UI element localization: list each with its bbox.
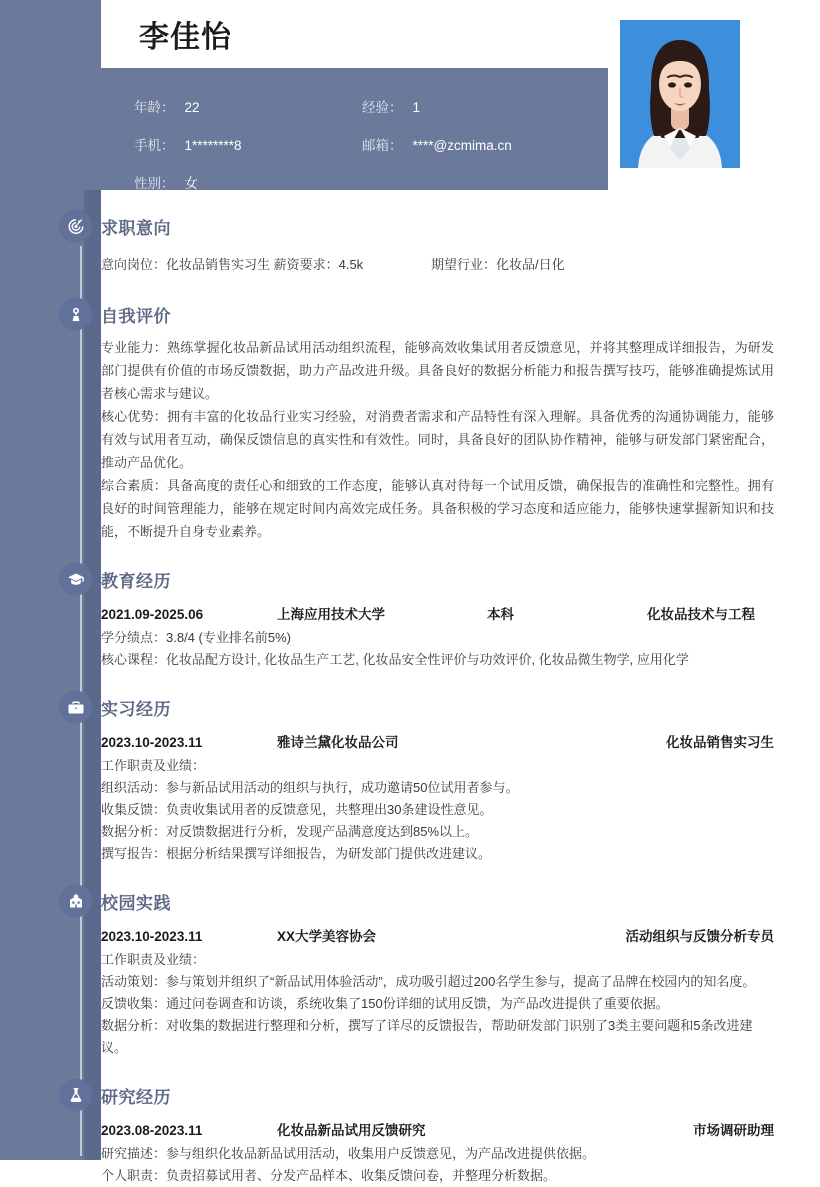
flask-icon: [59, 1079, 92, 1112]
internship-detail: 工作职责及业绩：: [101, 758, 206, 773]
section-title: 教育经历: [101, 571, 171, 591]
info-item-age: [134, 96, 362, 116]
resume-body: [0, 190, 820, 1187]
research-detail: 个人职责：负责招募试用者、分发产品样本、收集反馈问卷，并整理分析数据。: [101, 1168, 557, 1183]
portrait-photo-icon: [620, 20, 740, 168]
info-item-email: [362, 134, 590, 154]
internship-detail: 撰写报告：根据分析结果撰写详细报告，为研发部门提供改进建议。: [101, 846, 492, 861]
info-value: 1: [412, 100, 421, 115]
education-major: 化妆品技术与工程: [647, 607, 755, 622]
internship-detail: 数据分析：对反馈数据进行分析，发现产品满意度达到85%以上。: [101, 824, 479, 839]
info-item-gender: [134, 172, 362, 192]
campus-role: 活动组织与反馈分析专员: [625, 929, 774, 944]
research-project: 化妆品新品试用反馈研究: [277, 1123, 426, 1138]
internship-date: 2023.10-2023.11: [101, 735, 203, 750]
section-title: 自我评价: [101, 306, 171, 326]
section-internship: [0, 671, 820, 865]
contact-info-grid: [134, 96, 594, 192]
info-label: 邮箱：: [362, 138, 403, 153]
internship-detail: 组织活动：参与新品试用活动的组织与执行，成功邀请50位试用者参与。: [101, 780, 519, 795]
education-entry-row: [101, 603, 774, 623]
internship-detail: 收集反馈：负责收集试用者的反馈意见，共整理出30条建设性意见。: [101, 802, 493, 817]
internship-role: 化妆品销售实习生: [666, 735, 774, 750]
internship-entry-row: [101, 731, 774, 751]
candidate-name: 李佳怡: [139, 21, 232, 54]
target-icon: [59, 210, 92, 243]
info-value: 1********8: [184, 138, 242, 153]
school-building-icon: [59, 885, 92, 918]
campus-detail: 活动策划：参与策划并组织了“新品试用体验活动”，成功吸引超过200名学生参与，提高了品牌在校园内的知名度。: [101, 974, 756, 989]
info-label: 手机：: [134, 138, 175, 153]
briefcase-icon: [59, 691, 92, 724]
person-badge-icon: [59, 298, 92, 331]
avatar: [620, 20, 740, 168]
research-role: 市场调研助理: [693, 1123, 774, 1138]
info-value: 22: [184, 100, 200, 115]
education-detail: 学分绩点：3.8/4 (专业排名前5%): [101, 630, 291, 645]
section-job-intent: [0, 190, 820, 276]
campus-detail: 工作职责及业绩：: [101, 952, 206, 967]
info-item-phone: [134, 134, 362, 154]
section-header: [101, 557, 774, 601]
section-header: [101, 685, 774, 729]
campus-organization: XX大学美容协会: [277, 929, 377, 944]
education-school: 上海应用技术大学: [277, 607, 385, 622]
section-title: 实习经历: [101, 699, 171, 719]
education-detail: 核心课程：化妆品配方设计, 化妆品生产工艺, 化妆品安全性评价与功效评价, 化妆品微生物学, 应用化学: [101, 652, 689, 667]
section-header: [101, 204, 774, 248]
campus-detail: 反馈收集：通过问卷调查和访谈，系统收集了150份详细的试用反馈，为产品改进提供了重要依据。: [101, 996, 669, 1011]
section-self-evaluation: [0, 276, 820, 543]
campus-date: 2023.10-2023.11: [101, 929, 203, 944]
info-label: 经验：: [362, 100, 403, 115]
section-research: [0, 1059, 820, 1187]
self-eval-paragraph-1: 专业能力：熟练掌握化妆品新品试用活动组织流程，能够高效收集试用者反馈意见，并将其整理成详细报告，为研发部门提供有价值的市场反馈数据，助力产品改进升级。具备良好的数据分析能力和报告撰写技巧，能够准确提炼试用者核心需求与建议。: [101, 340, 774, 401]
education-degree: 本科: [487, 607, 514, 622]
research-date: 2023.08-2023.11: [101, 1123, 203, 1138]
info-value: 女: [184, 176, 198, 191]
info-item-experience: [362, 96, 590, 116]
self-eval-paragraph-2: 核心优势：拥有丰富的化妆品行业实习经验，对消费者需求和产品特性有深入理解。具备优秀的沟通协调能力，能够有效与试用者互动，确保反馈信息的真实性和有效性。同时，具备良好的团队协作精神，能够与研发部门紧密配合，推动产品优化。: [101, 409, 774, 470]
campus-entry-row: [101, 925, 774, 945]
section-title: 校园实践: [101, 893, 171, 913]
graduation-cap-icon: [59, 563, 92, 596]
section-header: [101, 879, 774, 923]
research-detail: 研究描述：参与组织化妆品新品试用活动，收集用户反馈意见，为产品改进提供依据。: [101, 1146, 596, 1161]
job-intent-industry: 期望行业：化妆品/日化: [431, 257, 565, 272]
resume-header: [0, 0, 820, 190]
self-eval-paragraph-3: 综合素质：具备高度的责任心和细致的工作态度，能够认真对待每一个试用反馈，确保报告的准确性和完整性。拥有良好的时间管理能力，能够在规定时间内高效完成任务。具备积极的学习态度和适应能力，能够快速掌握新知识和技能，不断提升自身专业素养。: [101, 478, 774, 539]
info-label: 年龄：: [134, 100, 175, 115]
section-title: 求职意向: [101, 218, 171, 238]
section-header: [101, 292, 774, 336]
internship-company: 雅诗兰黛化妆品公司: [277, 735, 399, 750]
info-label: 性别：: [134, 176, 175, 191]
section-campus-practice: [0, 865, 820, 1059]
campus-detail: 数据分析：对收集的数据进行整理和分析，撰写了详尽的反馈报告，帮助研发部门识别了3类主要问题和5条改进建议。: [101, 1018, 753, 1055]
research-entry-row: [101, 1119, 774, 1139]
section-title: 研究经历: [101, 1087, 171, 1107]
job-intent-line: 意向岗位：化妆品销售实习生 薪资要求：4.5k: [101, 257, 364, 272]
info-value: ****@zcmima.cn: [412, 138, 512, 153]
section-education: [0, 543, 820, 671]
section-header: [101, 1073, 774, 1117]
education-date: 2021.09-2025.06: [101, 607, 204, 622]
